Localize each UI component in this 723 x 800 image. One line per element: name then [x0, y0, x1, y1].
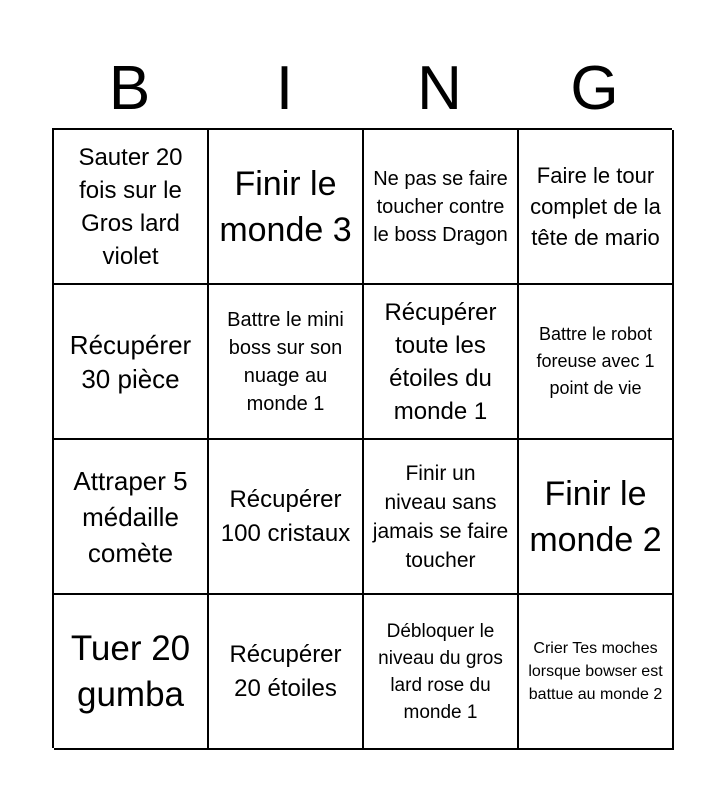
bingo-cell[interactable] [209, 285, 364, 440]
bingo-cell[interactable] [54, 130, 209, 285]
cell-text: Sauter 20 fois sur le Gros lard violet [78, 143, 183, 270]
cell-text: Attraper 5 médaille comète [73, 465, 188, 568]
cell-text: Finir un niveau sans jamais se faire toucher [372, 461, 509, 572]
header-letter-n: N [417, 54, 462, 123]
bingo-cell[interactable] [364, 595, 519, 750]
cell-text: Faire le tour complet de la tête de mario [530, 163, 661, 250]
bingo-cell[interactable] [54, 595, 209, 750]
bingo-cell[interactable] [519, 285, 674, 440]
cell-text: Récupérer 30 pièce [69, 329, 192, 394]
bingo-cell[interactable] [209, 130, 364, 285]
bingo-cell[interactable] [209, 595, 364, 750]
bingo-cell[interactable] [54, 440, 209, 595]
bingo-cell[interactable] [54, 285, 209, 440]
cell-text: Récupérer toute les étoiles du monde 1 [384, 298, 497, 425]
cell-text: Récupérer 20 étoiles [229, 640, 342, 702]
header-letter-g: G [570, 54, 619, 123]
bingo-cell[interactable] [364, 285, 519, 440]
cell-text: Battre le robot foreuse avec 1 point de vie [536, 324, 655, 398]
bingo-cell[interactable] [364, 130, 519, 285]
bingo-cell[interactable] [209, 440, 364, 595]
cell-text: Récupérer 100 cristaux [220, 485, 351, 547]
bingo-cell[interactable] [519, 130, 674, 285]
cell-text: Finir le monde 2 [529, 474, 662, 559]
cell-text: Tuer 20 gumba [70, 628, 191, 714]
cell-text: Crier Tes moches lorsque bowser est battue au monde 2 [528, 640, 663, 703]
cell-text: Débloquer le niveau du gros lard rose du monde 1 [378, 620, 503, 723]
bingo-grid [52, 128, 672, 748]
bingo-cell[interactable] [519, 440, 674, 595]
bingo-cell[interactable] [364, 440, 519, 595]
cell-text: Battre le mini boss sur son nuage au monde 1 [227, 308, 344, 415]
bingo-cell[interactable] [519, 595, 674, 750]
cell-text: Finir le monde 3 [219, 164, 352, 249]
header-letter-i: I [275, 54, 294, 123]
header-letter-b: B [108, 54, 151, 123]
bingo-header [52, 50, 672, 128]
cell-text: Ne pas se faire toucher contre le boss Dragon [373, 167, 508, 246]
